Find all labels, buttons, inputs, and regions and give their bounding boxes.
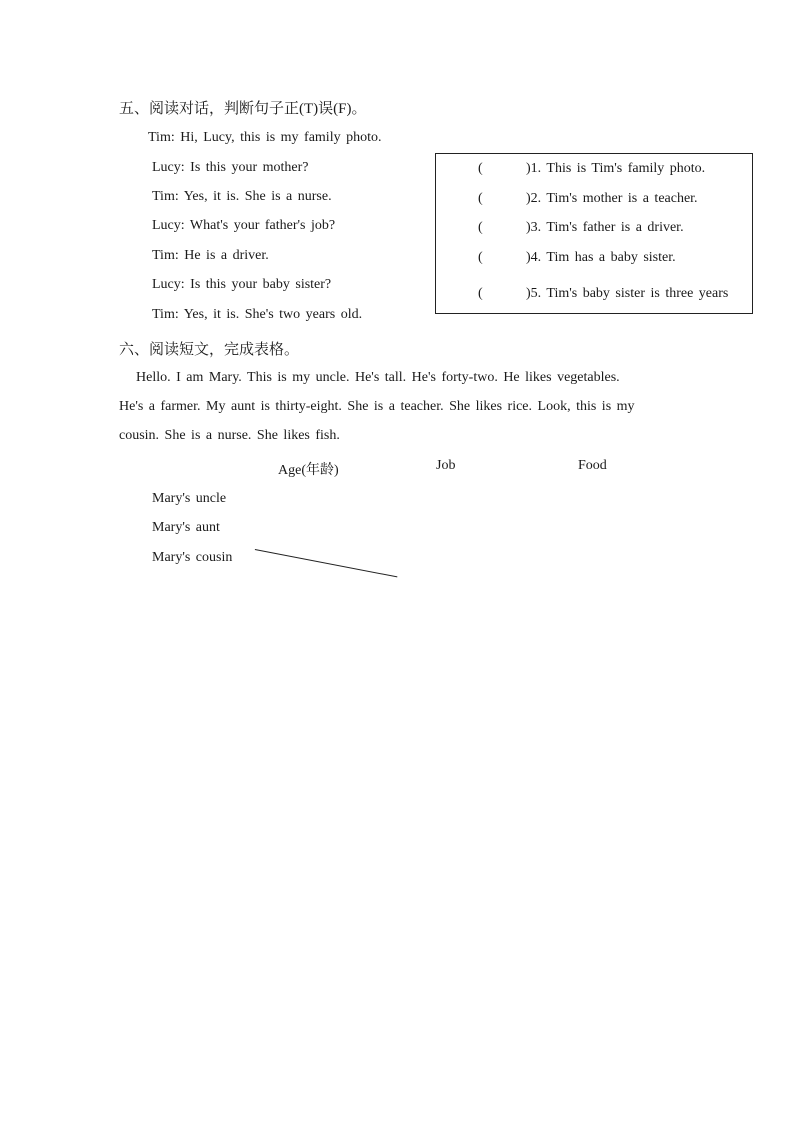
question-2 (478, 191, 698, 207)
section-6-heading: 六、阅读短文，完成表格。 (119, 342, 300, 358)
question-4 (478, 250, 676, 266)
dialogue-line: Tim: Hi, Lucy, this is my family photo. (148, 130, 382, 145)
table-header-job: Job (436, 458, 456, 473)
question-text: )4. Tim has a baby sister. (526, 250, 676, 265)
passage-line: cousin. She is a nurse. She likes fish. (119, 428, 340, 443)
table-row-label: Mary's aunt (152, 520, 220, 535)
dialogue-line: Lucy: Is this your mother? (152, 160, 309, 175)
answer-blank[interactable]: ( (478, 250, 483, 265)
dialogue-line: Lucy: Is this your baby sister? (152, 277, 332, 292)
table-row-label: Mary's cousin (152, 550, 233, 565)
question-text: )1. This is Tim's family photo. (526, 161, 706, 176)
passage-line: Hello. I am Mary. This is my uncle. He's tall. He's forty-two. He likes vegetables. (136, 370, 620, 385)
table-header-age: Age(年龄) (278, 463, 339, 478)
dialogue-line: Tim: Yes, it is. She's two years old. (152, 307, 363, 322)
answer-blank[interactable]: ( (478, 220, 483, 235)
question-text: )5. Tim's baby sister is three years (526, 286, 729, 301)
passage-line: He's a farmer. My aunt is thirty-eight. She is a teacher. She likes rice. Look, this is my (119, 399, 635, 414)
question-text: )3. Tim's father is a driver. (526, 220, 684, 235)
answer-blank[interactable]: ( (478, 161, 483, 176)
dialogue-line: Tim: He is a driver. (152, 248, 269, 263)
answer-blank[interactable]: ( (478, 191, 483, 206)
question-text: )2. Tim's mother is a teacher. (526, 191, 698, 206)
dialogue-line: Tim: Yes, it is. She is a nurse. (152, 189, 332, 204)
diagonal-line (255, 549, 398, 577)
table-row-label: Mary's uncle (152, 491, 227, 506)
table-header-food: Food (578, 458, 607, 473)
question-3 (478, 220, 684, 236)
question-5 (478, 286, 728, 302)
dialogue-line: Lucy: What's your father's job? (152, 218, 336, 233)
true-false-box (435, 153, 753, 314)
answer-blank[interactable]: ( (478, 286, 483, 301)
question-1 (478, 161, 705, 177)
section-5-heading: 五、阅读对话，判断句子正(T)误(F)。 (119, 101, 367, 117)
